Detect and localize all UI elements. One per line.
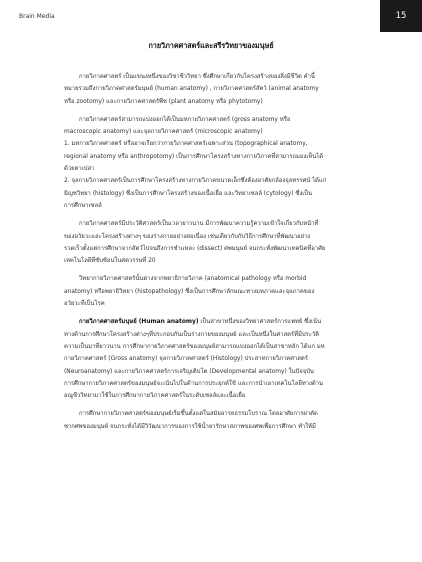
text-line: anatomy) หรือพยาธิวิทยา (histopathology) ซึ่งเป็นการศึกษาลักษณะทางมหภาคและจุลภาคของ (64, 288, 315, 295)
text-fragment: เป็นสาขาหนึ่งของวิทยาศาสตร์การแพทย์ ซึ่งเน้น (198, 319, 322, 326)
text-line: มิญชวิทยา (histology) ซึ่งเป็นการศึกษาโครงสร้างของเนื้อเยื่อ และวิทยาเซลล์ (cytology) ซึ่งเป็น (64, 190, 313, 197)
text-line: การศึกษากายวิภาคศาสตร์ของมนุษย์จะเน้นไปในด้านการประยุกต์ใช้ และการนำเอาเทคโนโลยีทางด้าน (64, 380, 324, 387)
text-line: regional anatomy หรือ anthropotomy) เป็นการศึกษาโครงสร้างทางกายวิภาคที่สามารถมองเห็นได้ (64, 153, 324, 160)
text-line: (Neuroanatomy) และกายวิภาคศาสตร์การเจริญเติบโต (Developmental anatomy) ในปัจจุบัน (64, 368, 314, 375)
text-line: ความเป็นมาที่ยาวนาน การศึกษากายวิภาคศาสตร์ของมนุษย์สามารถแบ่งออกได้เป็นสาขาหลัก ได้แก่ มห (64, 343, 325, 350)
text-line: กายวิภาคศาสตร์สามารถแบ่งออกได้เป็นมหกายวิภาคศาสตร์ (gross anatomy หรือ (79, 116, 291, 123)
header-brand: Brain Media (19, 13, 55, 20)
text-line: กายวิภาคศาสตร์ (Gross anatomy) จุลกายวิภาคศาสตร์ (Histology) ประสาทกายวิภาคศาสตร์ (64, 356, 308, 363)
text-line: หมายรวมถึงกายวิภาคศาสตร์มนุษย์ (human anatomy) , กายวิภาคศาสตร์สัตว์ (animal anatomy (64, 86, 319, 93)
text-line: 2. จุลกายวิภาคศาสตร์เป็นการศึกษาโครงสร้างทางกายวิภาคขนาดเล็กซึ่งต้องอาศัยกล้องจุลทรรศน์ ได้แก่ (64, 178, 327, 185)
paragraph (64, 273, 364, 310)
text-line: ซากศพของมนุษย์ จนกระทั่งได้มีวิวัฒนาการของการใช้น้ำยารักษาสภาพของศพเพื่อการศึกษา ทำให้มี (64, 423, 316, 430)
text-line (64, 316, 364, 328)
text-line: อวัยวะที่เป็นโรค (64, 301, 105, 308)
page-title: กายวิภาคศาสตร์และสรีรวิทยาของมนุษย์ (148, 41, 274, 50)
text-line: อณูชีววิทยามาใช้ในการศึกษากายวิภาคศาสตร์ในระดับเซลล์และเนื้อเยื่อ (64, 393, 246, 400)
paragraph (64, 114, 364, 212)
text-line: หรือ zootomy) และกายวิภาคศาสตร์พืช (plant anatomy หรือ phytotomy) (64, 98, 263, 105)
text-line: การศึกษากายวิภาคศาสตร์ของมนุษย์เริ่มขึ้นตั้งแต่ในสมัยอารยธรรมโบราณ โดยอาศัยการผ่าตัด (79, 411, 318, 418)
text-line: ทางด้านการศึกษาโครงสร้างต่างๆที่ประกอบกันเป็นร่างกายของมนุษย์ และเป็นหนึ่งในศาสตร์ที่มีประวัติ (64, 331, 320, 338)
text-line: เทคโนโลยีที่ซับซ้อนในศตวรรษที่ 20 (64, 258, 156, 265)
text-line: ด้วยตาเปล่า (64, 166, 95, 173)
text-line: ของอวัยวะและโครงสร้างต่างๆ ของร่างกายอย่างต่อเนื่อง เช่นเดียวกับกับวิธีการศึกษาที่พัฒนาอย่าง (64, 233, 311, 240)
bold-term: กายวิภาคศาสตร์มนุษย์ (Human anatomy) (79, 319, 199, 326)
paragraph (64, 71, 364, 108)
paragraph (64, 408, 364, 433)
text-line: วิทยากายวิภาคศาสตร์นั้นต่างจากพยาธิกายวิภาค (anatomical pathology หรือ morbid (79, 276, 307, 283)
text-line: กายวิภาคศาสตร์ เป็นแขนงหนึ่งของวิชาชีววิทยา ซึ่งศึกษาเกี่ยวกับโครงสร้างของสิ่งมีชีวิต คำนี้ (79, 74, 315, 80)
text-line: การศึกษาเซลล์ (64, 202, 102, 209)
paragraph (64, 218, 364, 267)
body-text (64, 71, 364, 439)
text-line: กายวิภาคศาสตร์มีประวัติศาสตร์เป็นเวลายาวนาน มีการพัฒนาความรู้ความเข้าใจเกี่ยวกับหน้าที่ (79, 221, 319, 228)
text-line: macroscopic anatomy) และจุลกายวิภาคศาสตร์ (microscopic anatomy) (64, 129, 263, 136)
paragraph (64, 316, 364, 402)
text-line: 1. มหกายวิภาคศาสตร์ หรืออาจเรียกว่ากายวิภาคศาสตร์เฉพาะส่วน (topographical anatomy, (64, 141, 308, 148)
page-number-badge: 15 (380, 0, 422, 32)
text-line: รวดเร็วตั้งแต่การศึกษาจากสัตว์ไปจนถึงการชำแหละ (dissect) ศพมนุษย์ จนกระทั่งพัฒนาเทคนิคที่อาศัย (64, 245, 326, 252)
